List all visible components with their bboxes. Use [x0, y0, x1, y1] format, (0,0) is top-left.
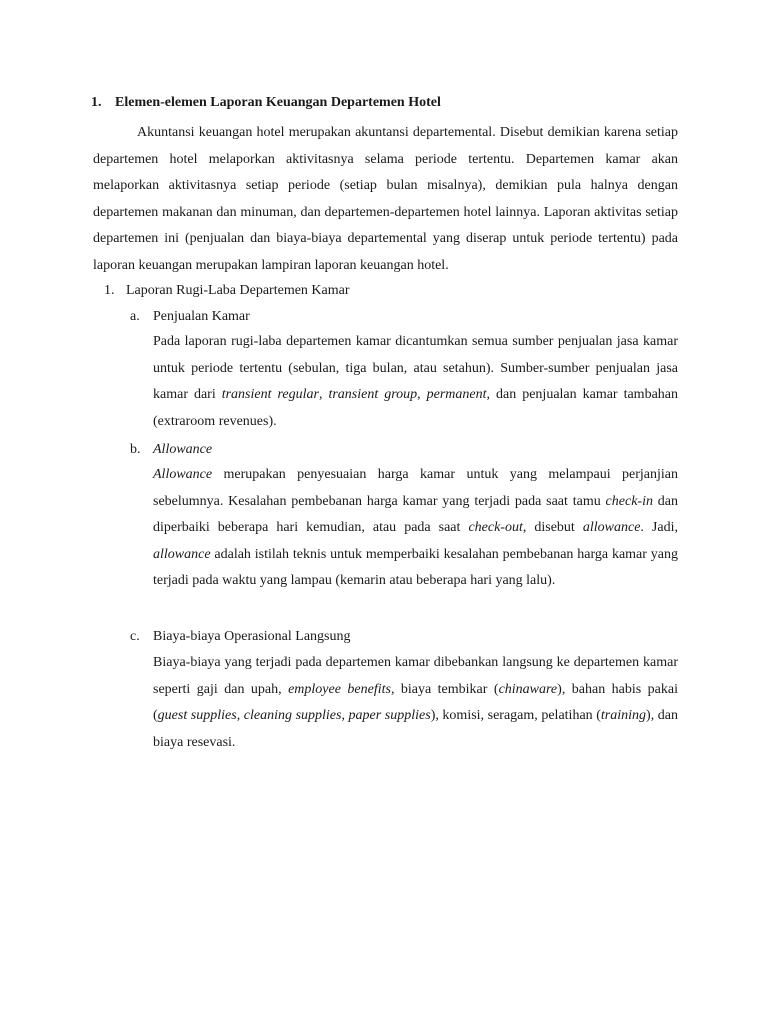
- text-run: , biaya tembikar (: [390, 681, 499, 697]
- subsection-number: 1.: [104, 283, 115, 298]
- item-title: Biaya-biaya Operasional Langsung: [153, 629, 351, 644]
- italic-term: paper supplies: [348, 708, 431, 724]
- text-run: ,: [236, 708, 244, 724]
- italic-term: check-out: [468, 520, 523, 536]
- text-run: . Jadi,: [640, 520, 678, 536]
- item-letter: c.: [130, 629, 140, 644]
- item-b-body: [153, 462, 678, 595]
- text-run: ), komisi, seragam, pelatihan (: [430, 708, 601, 724]
- text-run: ,: [417, 387, 427, 403]
- italic-term: transient regular: [221, 387, 319, 403]
- text-run: , disebut: [522, 520, 583, 536]
- item-b-label: [130, 441, 212, 459]
- italic-term: training: [600, 708, 647, 724]
- text-run: ), dan biaya resevasi.: [153, 708, 678, 750]
- italic-term: transient group: [328, 387, 418, 403]
- item-c-body: [153, 650, 678, 756]
- item-title: Allowance: [153, 442, 213, 457]
- text-run: Biaya-biaya yang terjadi pada departemen kamar dibebankan langsung ke departemen kamar seperti gaji dan upah,: [153, 655, 678, 697]
- section-heading: [91, 94, 441, 112]
- italic-term: Allowance: [153, 467, 213, 482]
- item-c-label: [130, 628, 351, 646]
- item-letter: a.: [130, 309, 140, 324]
- italic-term: check-in: [605, 493, 653, 509]
- subsection-title: Laporan Rugi-Laba Departemen Kamar: [126, 283, 350, 298]
- text-run: ), bahan habis pakai (: [153, 681, 678, 724]
- section-title: Elemen-elemen Laporan Keuangan Departemen Hotel: [115, 95, 441, 110]
- section-number: 1.: [91, 95, 102, 110]
- item-title: Penjualan Kamar: [153, 309, 250, 324]
- italic-term: permanent: [426, 387, 487, 403]
- italic-term: employee benefits: [288, 681, 391, 697]
- italic-term: cleaning supplies: [243, 708, 342, 724]
- text-run: merupakan penyesuaian harga kamar untuk yang melampaui perjanjian sebelumnya. Kesalahan pembebanan harga kamar yang terjadi pada saat tamu: [153, 467, 678, 509]
- item-a-body: [153, 329, 678, 435]
- text-run: dan diperbaiki beberapa hari kemudian, atau pada saat: [153, 493, 678, 536]
- italic-term: guest supplies: [157, 708, 237, 724]
- item-a-label: [130, 308, 250, 326]
- text-run: ,: [341, 708, 349, 724]
- text-run: , dan penjualan kamar tambahan (extraroom revenues).: [153, 387, 678, 429]
- italic-term: allowance: [582, 520, 641, 536]
- text-run: adalah istilah teknis untuk memperbaiki kesalahan pembebanan harga kamar yang terjadi pada waktu yang lampau (kemarin atau beberapa hari yang lalu).: [153, 546, 678, 589]
- text-run: ,: [318, 387, 329, 403]
- subsection-heading: [104, 282, 350, 300]
- text-run: Pada laporan rugi-laba departemen kamar dicantumkan semua sumber penjualan jasa kamar untuk periode tertentu (sebulan, tiga bulan, atau setahun). Sumber-sumber penjualan jasa kamar dari: [153, 334, 678, 403]
- italic-term: chinaware: [498, 681, 558, 697]
- intro-paragraph: Akuntansi keuangan hotel merupakan akuntansi departemental. Disebut demikian karena setiap departemen hotel melaporkan aktivitasnya selama periode tertentu. Departemen kamar akan melaporkan aktivitasnya setiap periode (setiap bulan misalnya), demikian pula halnya dengan departemen makanan dan minuman, dan departemen-departemen hotel lainnya. Laporan aktivitas setiap departemen ini (penjualan dan biaya-biaya departemental yang diserap untuk periode tertentu) pada laporan keuangan merupakan lampiran laporan keuangan hotel.: [93, 125, 678, 273]
- italic-term: allowance: [153, 546, 211, 562]
- item-letter: b.: [130, 442, 141, 457]
